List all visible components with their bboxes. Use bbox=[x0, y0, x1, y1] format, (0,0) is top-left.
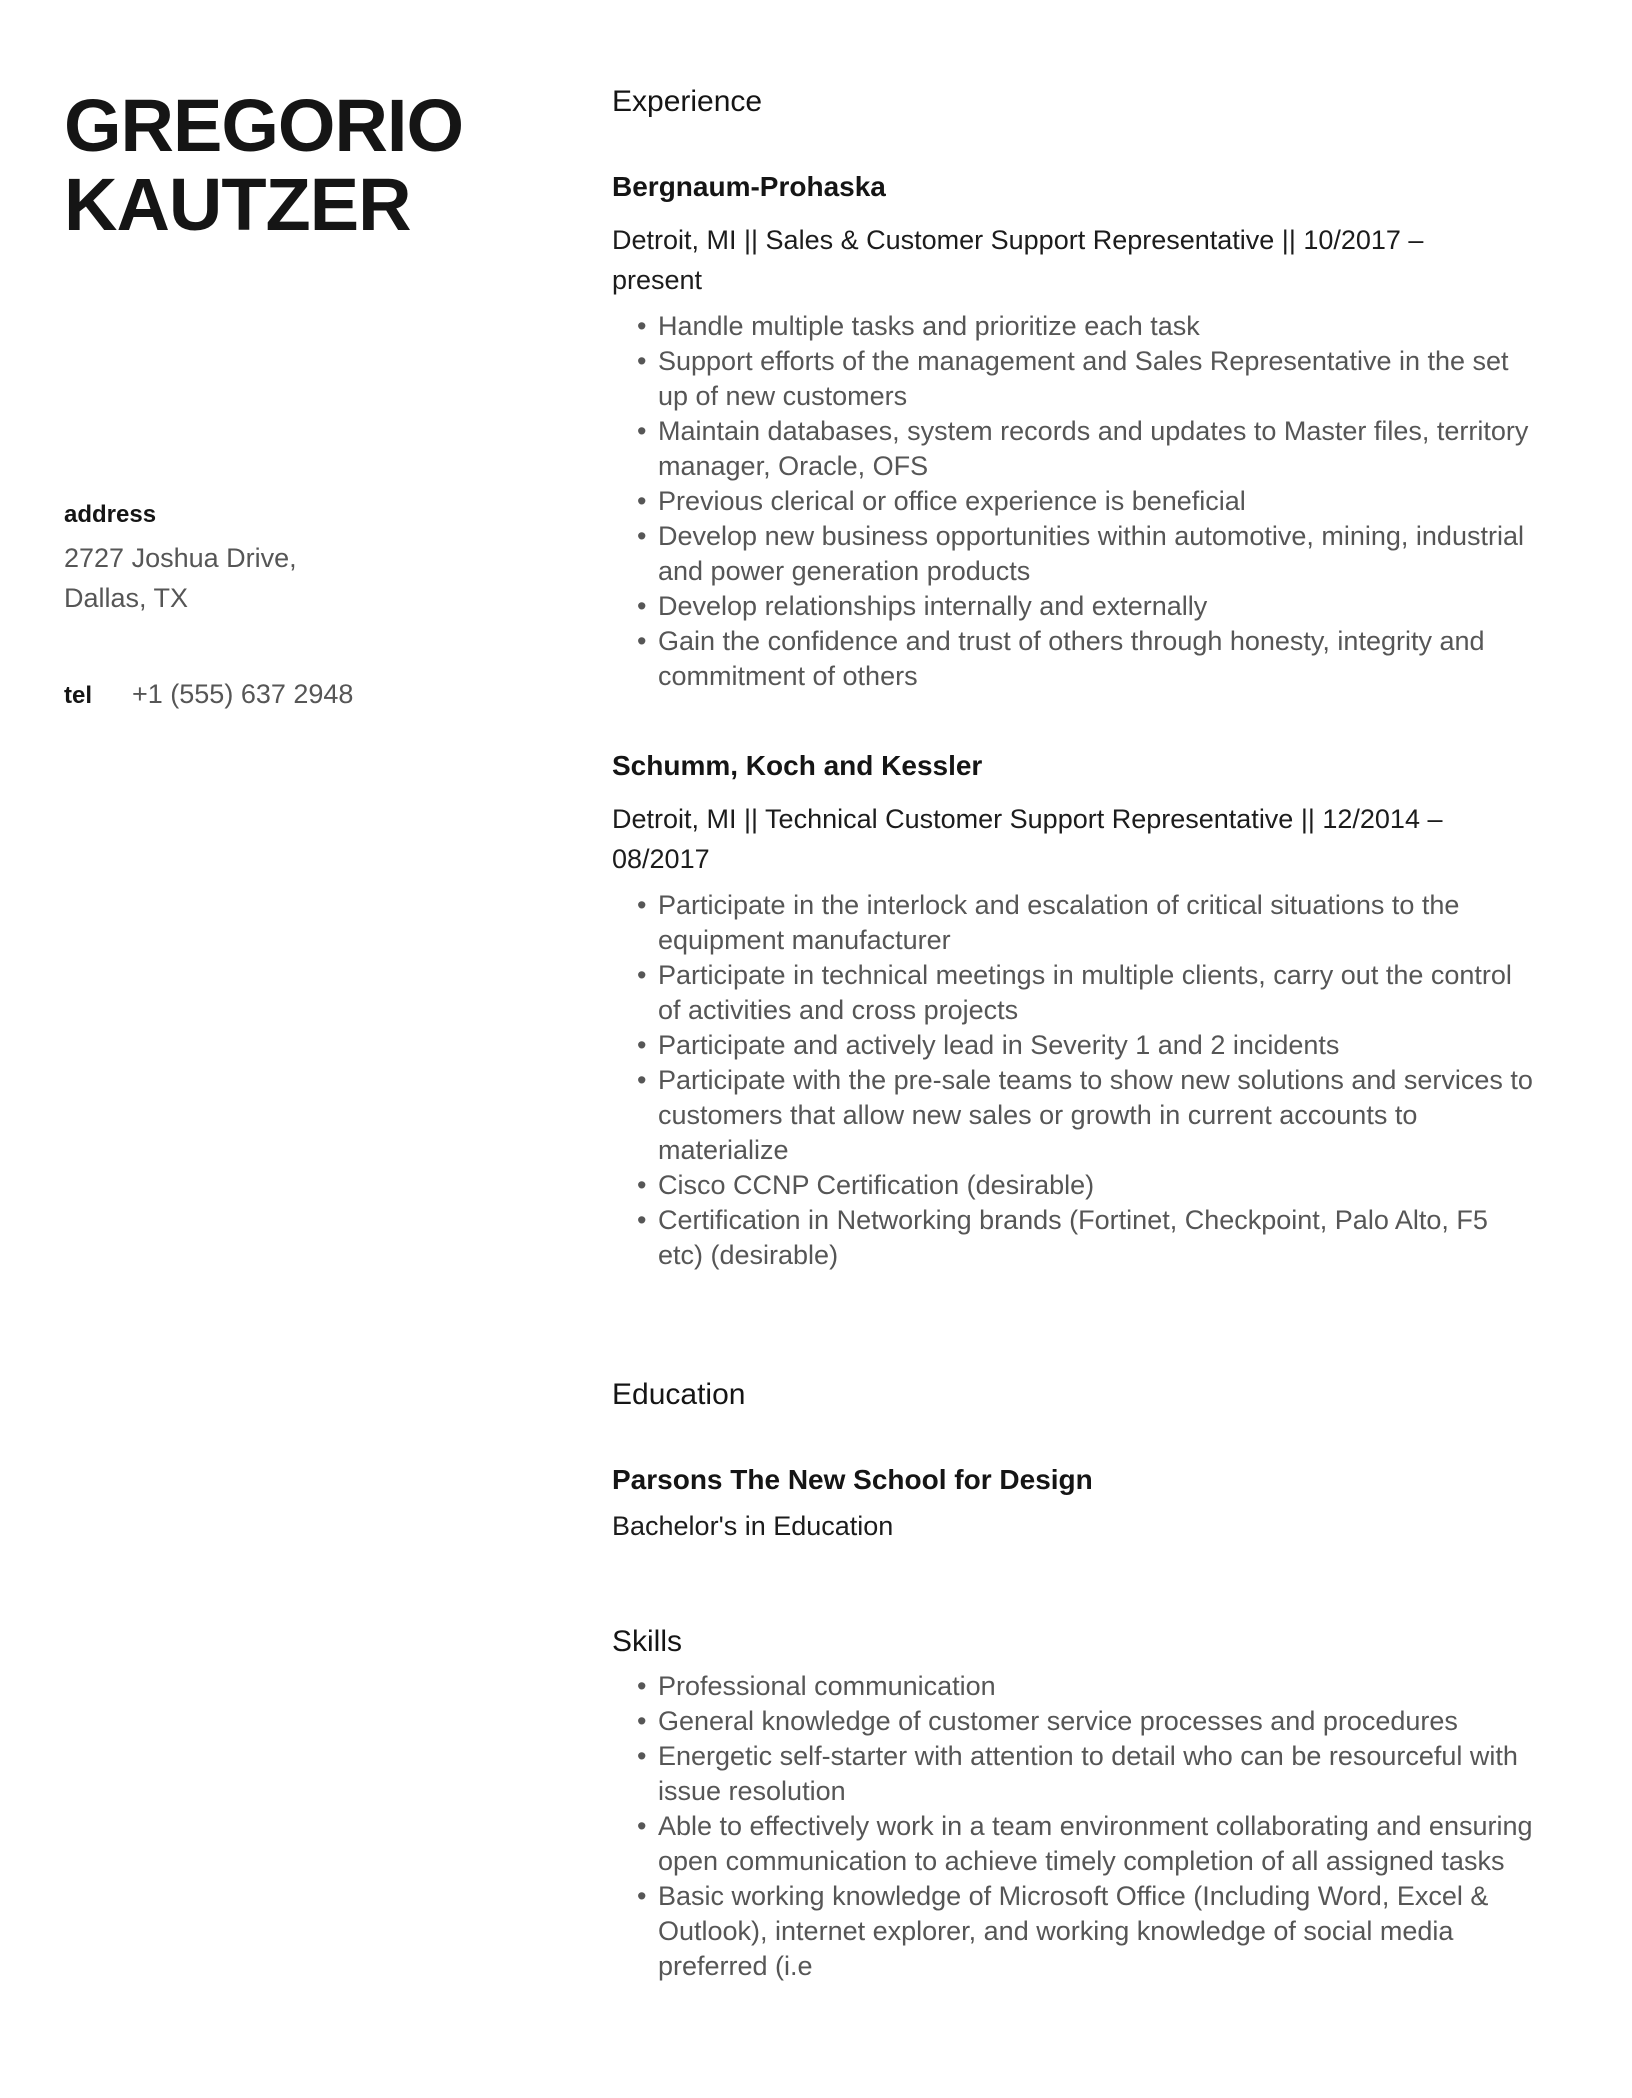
contact-block bbox=[64, 500, 612, 714]
job-bullet-item: • Participate and actively lead in Severity 1 and 2 incidents bbox=[637, 1028, 1539, 1063]
tel-label: tel bbox=[64, 682, 93, 709]
job-bullet-item: • Cisco CCNP Certification (desirable) bbox=[637, 1168, 1539, 1203]
experience-heading: Experience bbox=[612, 85, 763, 118]
address-lines bbox=[64, 538, 612, 618]
job-bullet-item: • Certification in Networking brands (Fortinet, Checkpoint, Palo Alto, F5 etc) (desirable) bbox=[637, 1203, 1539, 1273]
tel-row bbox=[64, 674, 612, 714]
address-line-1: 2727 Joshua Drive, bbox=[64, 543, 297, 573]
skill-bullet-item: • Basic working knowledge of Microsoft Office (Including Word, Excel & Outlook), internet explorer, and working knowledge of social media preferred (i.e bbox=[637, 1879, 1539, 1984]
job-entry-1 bbox=[612, 170, 1560, 694]
job-bullet-item: • Handle multiple tasks and prioritize each task bbox=[637, 309, 1539, 344]
job-bullet-item: • Participate in technical meetings in multiple clients, carry out the control of activities and cross projects bbox=[637, 958, 1539, 1028]
left-column bbox=[0, 0, 612, 2098]
job-bullet-item: • Maintain databases, system records and updates to Master files, territory manager, Oracle, OFS bbox=[637, 414, 1539, 484]
address-line-2: Dallas, TX bbox=[64, 583, 189, 613]
education-heading: Education bbox=[612, 1378, 746, 1411]
job-bullet-item: • Gain the confidence and trust of others through honesty, integrity and commitment of others bbox=[637, 624, 1539, 694]
skill-bullet-item: • Energetic self-starter with attention to detail who can be resourceful with issue resolution bbox=[637, 1739, 1539, 1809]
main-column bbox=[612, 0, 1560, 2098]
address-label: address bbox=[64, 501, 157, 528]
job-bullet-item: • Participate with the pre-sale teams to show new solutions and services to customers that allow new sales or growth in current accounts to materialize bbox=[637, 1063, 1539, 1168]
skill-bullet-item: • General knowledge of customer service processes and procedures bbox=[637, 1704, 1539, 1739]
skills-heading: Skills bbox=[612, 1625, 683, 1658]
job-bullet-item: • Previous clerical or office experience is beneficial bbox=[637, 484, 1539, 519]
job-bullet-item: • Develop new business opportunities within automotive, mining, industrial and power generation products bbox=[637, 519, 1539, 589]
company-name-1: Bergnaum-Prohaska bbox=[612, 171, 886, 202]
job-bullet-item: • Develop relationships internally and externally bbox=[637, 589, 1539, 624]
skills-bullet-list bbox=[612, 1669, 1560, 1984]
tel-value: +1 (555) 637 2948 bbox=[132, 679, 354, 709]
job-bullet-list-1 bbox=[612, 309, 1560, 694]
school-name: Parsons The New School for Design bbox=[612, 1464, 1093, 1495]
skill-bullet-item: • Able to effectively work in a team environment collaborating and ensuring open communication to achieve timely completion of all assigned tasks bbox=[637, 1809, 1539, 1879]
degree: Bachelor's in Education bbox=[612, 1511, 894, 1541]
skill-bullet-item: • Professional communication bbox=[637, 1669, 1539, 1704]
job-bullet-list-2 bbox=[612, 888, 1560, 1273]
job-meta-1: Detroit, MI || Sales & Customer Support Representative || 10/2017 – present bbox=[612, 225, 1424, 295]
company-name-2: Schumm, Koch and Kessler bbox=[612, 750, 983, 781]
job-bullet-item: • Participate in the interlock and escalation of critical situations to the equipment manufacturer bbox=[637, 888, 1539, 958]
job-meta-2: Detroit, MI || Technical Customer Support Representative || 12/2014 – 08/2017 bbox=[612, 804, 1443, 874]
person-name: GREGORIO KAUTZER bbox=[64, 84, 464, 246]
education-entry bbox=[612, 1463, 1560, 1546]
job-bullet-item: • Support efforts of the management and Sales Representative in the set up of new customers bbox=[637, 344, 1539, 414]
job-entry-2 bbox=[612, 749, 1560, 1273]
